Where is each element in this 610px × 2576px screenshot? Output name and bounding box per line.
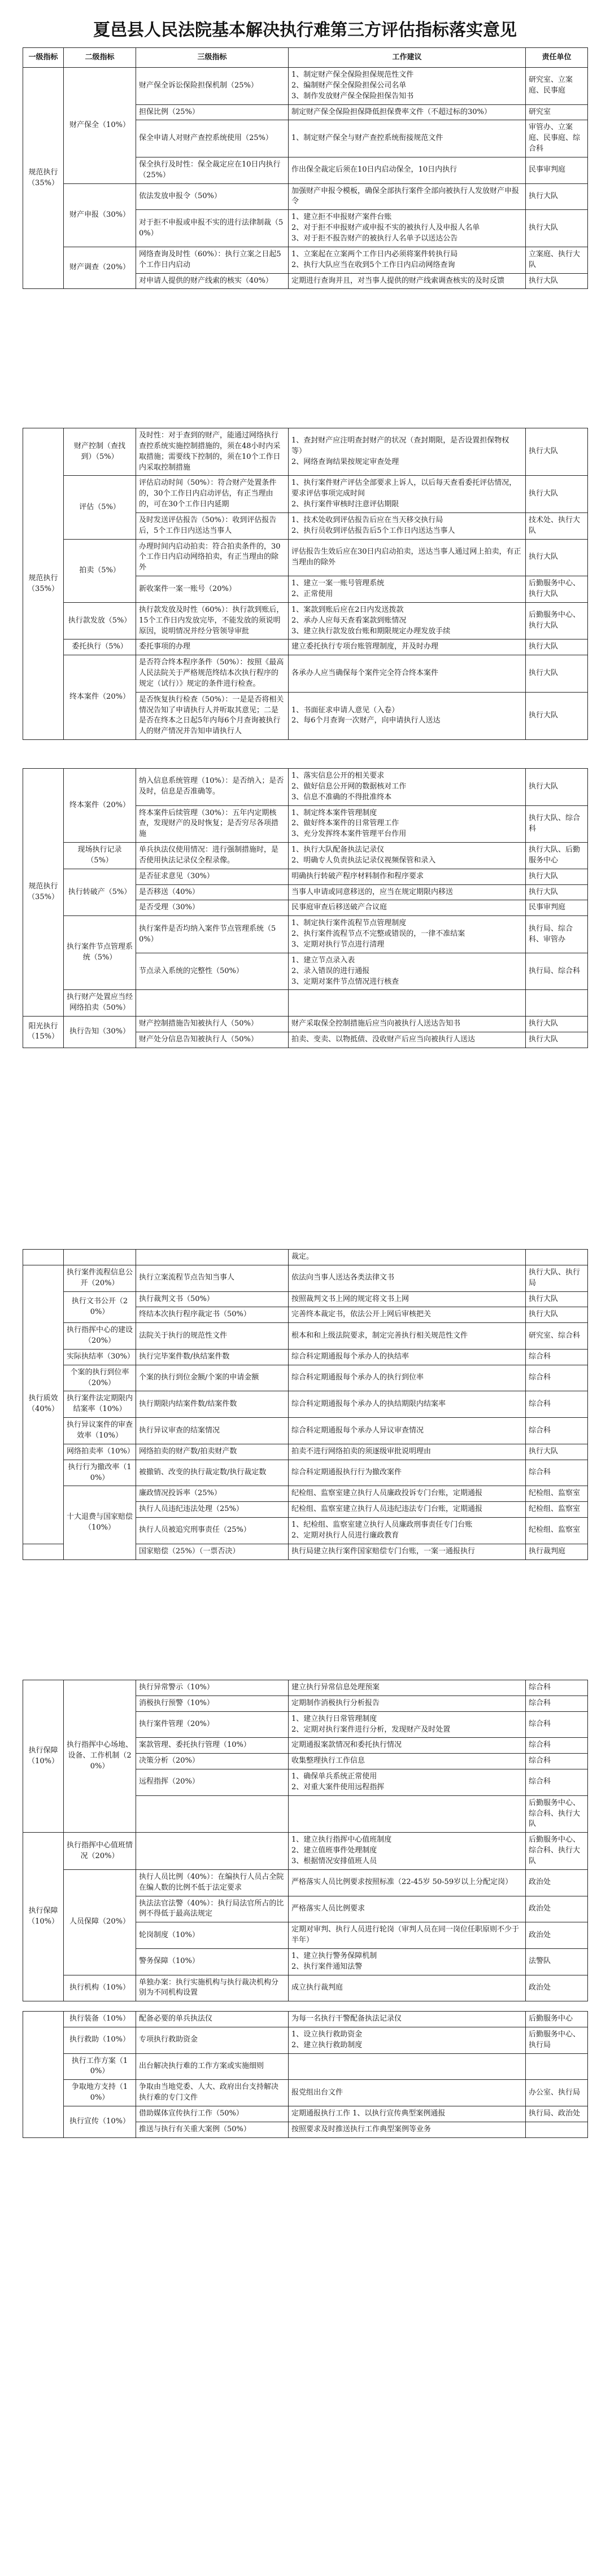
responsible-unit-cell: 综合科 xyxy=(526,1769,588,1796)
level3-indicator-cell: 网络拍卖的财产数/拍卖财产数 xyxy=(136,1444,289,1460)
responsible-unit-cell: 研究室、综合科 xyxy=(526,1323,588,1350)
level3-indicator-cell: 是否受理（30%） xyxy=(136,900,289,916)
table-row xyxy=(23,1833,588,1870)
level2-indicator-cell: 执行告知（30%） xyxy=(64,1017,136,1048)
work-suggestion-cell: 综合科定期通报每个承办人的执行到位率 xyxy=(289,1365,526,1391)
table-row xyxy=(23,602,588,639)
responsible-unit-cell: 执行大队 xyxy=(526,884,588,900)
work-suggestion-cell: 1、制定财产保全与财产查控系统衔接规范文件 xyxy=(289,120,526,157)
level2-indicator-cell: 拍卖（5%） xyxy=(64,539,136,602)
work-suggestion-cell: 1、建立执行警务保障机制 2、执行案件通知法警 xyxy=(289,1948,526,1975)
level3-indicator-cell: 警务保障（10%） xyxy=(136,1948,289,1975)
table-row xyxy=(23,2012,588,2027)
level1-indicator-cell: 执行保障（10%） xyxy=(23,1833,64,2001)
level2-indicator-cell: 实际执结率（30%） xyxy=(64,1349,136,1365)
work-suggestion-cell: 综合科定期通报每个承办人的执结率 xyxy=(289,1349,526,1365)
work-suggestion-cell: 1、建立节点录入表 2、录入错误的进行通报 3、定期对案件节点情况进行核查 xyxy=(289,953,526,990)
work-suggestion-cell: 1、建立执行指挥中心值班制度 2、建立值班事件处理制度 3、根据情况安排值班人员 xyxy=(289,1833,526,1870)
level3-indicator-cell: 远程指挥（20%） xyxy=(136,1769,289,1796)
work-suggestion-cell: 定期进行查询并且，对当事人提供的财产线索调查核实的及时反馈 xyxy=(289,273,526,289)
level2-indicator-cell: 执行转破产（5%） xyxy=(64,869,136,916)
work-suggestion-cell: 1、制定终本案件管理制度 2、做好终本案件的日常管理工作 3、充分发挥终本案件管理平台作用 xyxy=(289,805,526,843)
work-suggestion-cell: 报党组出台文件 xyxy=(289,2080,526,2106)
table-row xyxy=(23,68,588,105)
responsible-unit-cell: 执行大队 xyxy=(526,1017,588,1032)
level1-indicator-cell: 规范执行（35%） xyxy=(23,769,64,1017)
level3-indicator-cell: 办理时间内启动拍卖：符合拍卖条件的，30个工作日内启动网络拍卖，有正当理由的除外 xyxy=(136,539,289,576)
work-suggestion-cell: 1、建立执行日常管理制度 2、定期对执行案件进行分析，发现财产及时处置 xyxy=(289,1711,526,1738)
responsible-unit-cell: 政治处 xyxy=(526,1922,588,1949)
level2-indicator-cell: 委托执行（5%） xyxy=(64,639,136,655)
responsible-unit-cell: 纪检组、监察室 xyxy=(526,1502,588,1518)
level3-indicator-cell: 个案的执行到位金额/个案的申请金额 xyxy=(136,1365,289,1391)
level3-indicator-cell: 及时发送评估报告（50%）：收到评估报告后，5个工作日内送达当事人 xyxy=(136,512,289,539)
work-suggestion-cell: 纪检组、监察室建立执行人员违纪违法专门台账，定期通报 xyxy=(289,1502,526,1518)
level3-indicator-cell: 是否符合终本程序条件（50%）：按照《最高人民法院关于严格规范终结本次执行程序的规定（试行）》规定的条件进行检查。 xyxy=(136,655,289,693)
table-row xyxy=(23,428,588,476)
level2-indicator-cell: 执行救助（10%） xyxy=(64,2027,136,2053)
level1-indicator-cell xyxy=(23,1250,64,1265)
responsible-unit-cell: 执行大队 xyxy=(526,769,588,806)
work-suggestion-cell: 1、书面征求申请人意见（入卷） 2、每6个月查询一次财产，向申请执行人送达 xyxy=(289,692,526,739)
table-row xyxy=(23,1250,588,1265)
level2-indicator-cell: 人员保障（20%） xyxy=(64,1869,136,1975)
level3-indicator-cell: 对于拒不申报或申报不实的进行法律制裁（50%） xyxy=(136,210,289,247)
responsible-unit-cell: 纪检组、监察室 xyxy=(526,1486,588,1502)
level3-indicator-cell: 单独办案：执行实施机构与执行裁决机构分别为不同机构设置 xyxy=(136,1975,289,2001)
level2-indicator-cell: 现场执行记录（5%） xyxy=(64,843,136,869)
responsible-unit-cell: 执行大队 xyxy=(526,1291,588,1307)
level3-indicator-cell: 评估启动时间（50%）：符合财产处置条件的，30个工作日内启动评估，有正当理由的，可在30个工作日内延期 xyxy=(136,476,289,513)
column-header: 一级指标 xyxy=(23,48,64,68)
table-row xyxy=(23,1869,588,1896)
level3-indicator-cell: 专项执行救助资金 xyxy=(136,2027,289,2053)
work-suggestion-cell: 为每一名执行干警配备执法记录仪 xyxy=(289,2012,526,2027)
responsible-unit-cell xyxy=(526,2122,588,2137)
indicator-table-part-3 xyxy=(23,768,588,1048)
table-row xyxy=(23,1017,588,1032)
indicator-table-part-1 xyxy=(23,47,588,289)
responsible-unit-cell: 执行局、综合科 xyxy=(526,953,588,990)
work-suggestion-cell: 1、纪检组、监察室建立执行人员廉政刑事责任专门台账 2、定期对执行人员进行廉政教育 xyxy=(289,1518,526,1544)
level1-indicator-cell: 阳光执行（15%） xyxy=(23,1017,64,1048)
level3-indicator-cell: 执行款发放及时性（60%）：执行款到账后，15个工作日内发放完毕，不能发放的须说明原因，说明情况并经分管领导审批 xyxy=(136,602,289,639)
responsible-unit-cell: 后勤服务中心、综合科、执行大队 xyxy=(526,1795,588,1833)
work-suggestion-cell: 1、制定执行案件流程节点管理制度 2、执行案件流程节点不完整或错误的，一律不准结案 3、定期对执行节点进行清理 xyxy=(289,916,526,953)
level2-indicator-cell: 执行工作方案（10%） xyxy=(64,2053,136,2080)
level2-indicator-cell: 执行异议案件的审查效率（10%） xyxy=(64,1418,136,1444)
level2-indicator-cell: 执行机构（10%） xyxy=(64,1975,136,2001)
table-row xyxy=(23,639,588,655)
responsible-unit-cell: 审管办、立案庭、民事庭、综合科 xyxy=(526,120,588,157)
level3-indicator-cell: 网络查询及时性（60%）：执行立案之日起5个工作日内启动 xyxy=(136,247,289,273)
level3-indicator-cell: 廉政情况投诉率（25%） xyxy=(136,1486,289,1502)
level3-indicator-cell: 是否移送（40%） xyxy=(136,884,289,900)
responsible-unit-cell: 政治处 xyxy=(526,1869,588,1896)
level3-indicator-cell: 及时性：对于查到的财产，能通过网络执行查控系统实施控制措施的，须在48小时内采取措施；需要线下控制的，须在10个工作日内采取控制措施 xyxy=(136,428,289,476)
responsible-unit-cell: 综合科 xyxy=(526,1696,588,1711)
table-row xyxy=(23,1460,588,1486)
level3-indicator-cell: 争取由当地党委、人大、政府出台支持解决执行难的专门文件 xyxy=(136,2080,289,2106)
responsible-unit-cell: 执行大队 xyxy=(526,639,588,655)
responsible-unit-cell: 研究室、立案庭、民事庭 xyxy=(526,68,588,105)
work-suggestion-cell: 当事人申请或同意移送的，应当在规定期限内移送 xyxy=(289,884,526,900)
indicator-table-part-4 xyxy=(23,1249,588,1560)
level1-indicator-cell: 执行保障（10%） xyxy=(23,1680,64,1833)
responsible-unit-cell: 执行局、综合科、审管办 xyxy=(526,916,588,953)
level2-indicator-cell: 执行案件节点管理系统（5%） xyxy=(64,916,136,990)
level2-indicator-cell: 网络拍卖率（10%） xyxy=(64,1444,136,1460)
indicator-table-part-6 xyxy=(23,2011,588,2138)
work-suggestion-cell: 1、建立拒不申报财产案件台账 2、对于拒不申报财产或申报不实的被执行人及申报人名单 3、对于拒不报告财产的被执行人名单予以送达公告 xyxy=(289,210,526,247)
level3-indicator-cell xyxy=(136,990,289,1017)
work-suggestion-cell: 加强财产申报令模板，确保全部执行案件全部向被执行人发放财产申报令 xyxy=(289,183,526,210)
work-suggestion-cell xyxy=(289,1795,526,1833)
work-suggestion-cell: 执行局建立执行案件国家赔偿专门台账，一案一通报执行 xyxy=(289,1544,526,1559)
table-row xyxy=(23,1365,588,1391)
level3-indicator-cell: 国家赔偿（25%）（一票否决） xyxy=(136,1544,289,1559)
work-suggestion-cell: 建立委托执行专项台账管理制度，并及时办理 xyxy=(289,639,526,655)
responsible-unit-cell: 执行大队 xyxy=(526,1307,588,1323)
level3-indicator-cell: 执行立案流程节点告知当事人 xyxy=(136,1265,289,1291)
level3-indicator-cell: 委托事项的办理 xyxy=(136,639,289,655)
responsible-unit-cell: 执行大队 xyxy=(526,869,588,884)
responsible-unit-cell: 执行大队 xyxy=(526,1032,588,1048)
level3-indicator-cell: 是否恢复执行检查（50%）：一是是否将相关情况告知了申请执行人并听取其意见；二是是否在终本之日起5年内每6个月查询被执行人的财产情况并告知申请执行人 xyxy=(136,692,289,739)
responsible-unit-cell: 综合科 xyxy=(526,1754,588,1769)
level3-indicator-cell: 法院关于执行的规范性文件 xyxy=(136,1323,289,1350)
responsible-unit-cell: 执行大队 xyxy=(526,692,588,739)
level2-indicator-cell: 执行财产处置应当经网络拍卖（50%） xyxy=(64,990,136,1017)
table-header-row xyxy=(23,48,588,68)
responsible-unit-cell: 综合科 xyxy=(526,1418,588,1444)
work-suggestion-cell: 1、立案起在立案两个工作日内必须将案件转执行局 2、执行大队应当在收到5个工作日内启动网络查询 xyxy=(289,247,526,273)
level2-indicator-cell: 争取地方支持（10%） xyxy=(64,2080,136,2106)
work-suggestion-cell: 1、执行案件财产评估全部要求上诉人，以后每天查看委托评估情况，要求评估事项完成时间 2、执行案件审核时注意评估期限 xyxy=(289,476,526,513)
level2-indicator-cell: 执行行为撤改率（10%） xyxy=(64,1460,136,1486)
work-suggestion-cell: 定期通报案款情况和委托执行情况 xyxy=(289,1738,526,1754)
responsible-unit-cell: 执行大队、综合科 xyxy=(526,805,588,843)
level3-indicator-cell: 执行人员比例（40%）：在编执行人员占全院在编人数的比例不低于法定要求 xyxy=(136,1869,289,1896)
work-suggestion-cell: 综合科定期通报每个承办人异议审查情况 xyxy=(289,1418,526,1444)
work-suggestion-cell: 民事庭审查后移送破产合议庭 xyxy=(289,900,526,916)
work-suggestion-cell: 纪检组、监察室建立执行人员廉政投诉专门台账，定期通报 xyxy=(289,1486,526,1502)
page-title: 夏邑县人民法院基本解决执行难第三方评估指标落实意见 xyxy=(93,20,517,40)
level3-indicator-cell: 财产处分信息告知被执行人（50%） xyxy=(136,1032,289,1048)
work-suggestion-cell xyxy=(289,990,526,1017)
level2-indicator-cell: 财产控制（查找到）（5%） xyxy=(64,428,136,476)
responsible-unit-cell: 执行大队 xyxy=(526,183,588,210)
responsible-unit-cell: 民事审判庭 xyxy=(526,157,588,183)
responsible-unit-cell: 法警队 xyxy=(526,1948,588,1975)
table-row xyxy=(23,1349,588,1365)
level3-indicator-cell: 单兵执法仪使用情况：进行强制措施时，是否使用执法记录仪全程录像。 xyxy=(136,843,289,869)
column-header: 三级指标 xyxy=(136,48,289,68)
level1-indicator-cell: 规范执行（35%） xyxy=(23,428,64,740)
level3-indicator-cell: 轮岗制度（10%） xyxy=(136,1922,289,1949)
work-suggestion-cell: 1、技术处收到评估报告后应在当天移交执行局 2、执行员收到评估报告后5个工作日内送达当事人 xyxy=(289,512,526,539)
level3-indicator-cell: 决策分析（20%） xyxy=(136,1754,289,1769)
level1-indicator-cell xyxy=(23,1544,64,1559)
responsible-unit-cell: 后勤服务中心、执行大队 xyxy=(526,602,588,639)
responsible-unit-cell xyxy=(526,990,588,1017)
level2-indicator-cell: 评估（5%） xyxy=(64,476,136,539)
work-suggestion-cell: 综合科定期通报执行行为撤改案件 xyxy=(289,1460,526,1486)
responsible-unit-cell: 综合科 xyxy=(526,1391,588,1418)
level3-indicator-cell: 配备必要的单兵执法仪 xyxy=(136,2012,289,2027)
responsible-unit-cell: 执行大队、执行局 xyxy=(526,1265,588,1291)
work-suggestion-cell: 裁定。 xyxy=(289,1250,526,1265)
work-suggestion-cell: 1、设立执行救助资金 2、建立执行救助制度 xyxy=(289,2027,526,2053)
work-suggestion-cell: 严格落实人员比例要求 xyxy=(289,1896,526,1922)
level3-indicator-cell: 纳入信息系统管理（10%）：是否纳入；是否及时，信息是否准确等。 xyxy=(136,769,289,806)
responsible-unit-cell: 后勤服务中心、执行大队 xyxy=(526,576,588,603)
level3-indicator-cell: 案款管理、委托执行管理（10%） xyxy=(136,1738,289,1754)
table-row xyxy=(23,843,588,869)
work-suggestion-cell: 拍卖、变卖、以物抵债、没收财产后应当向被执行人送达 xyxy=(289,1032,526,1048)
table-row xyxy=(23,183,588,210)
level2-indicator-cell: 财产调查（20%） xyxy=(64,247,136,289)
indicator-table-part-5 xyxy=(23,1680,588,2001)
column-header: 责任单位 xyxy=(526,48,588,68)
level2-indicator-cell: 个案的执行到位率（20%） xyxy=(64,1365,136,1391)
work-suggestion-cell: 定期制作消极执行分析报告 xyxy=(289,1696,526,1711)
table-row xyxy=(23,2053,588,2080)
column-header: 工作建议 xyxy=(289,48,526,68)
responsible-unit-cell: 综合科 xyxy=(526,1349,588,1365)
responsible-unit-cell: 执行裁判庭 xyxy=(526,1544,588,1559)
level2-indicator-cell: 财产保全（10%） xyxy=(64,68,136,184)
table-row xyxy=(23,1291,588,1307)
responsible-unit-cell: 执行大队 xyxy=(526,539,588,576)
level3-indicator-cell: 消极执行预警（10%） xyxy=(136,1696,289,1711)
level3-indicator-cell: 执行完毕案件数/执结案件数 xyxy=(136,1349,289,1365)
work-suggestion-cell: 制定财产保全保险担保降低担保费率文件（不超过标的30%） xyxy=(289,104,526,120)
level2-indicator-cell: 执行案件流程信息公开（20%） xyxy=(64,1265,136,1291)
responsible-unit-cell: 后勤服务中心、综合科、执行大队 xyxy=(526,1833,588,1870)
level2-indicator-cell: 终本案件（20%） xyxy=(64,655,136,740)
work-suggestion-cell: 1、案款到账后应在2日内发送拨款 2、承办人应每天查看案款到账情况 3、建立执行款发放台账和期限规定办理发放手续 xyxy=(289,602,526,639)
level3-indicator-cell: 依法发放申报令（50%） xyxy=(136,183,289,210)
level3-indicator-cell: 担保比例（25%） xyxy=(136,104,289,120)
indicator-table-part-2 xyxy=(23,428,588,740)
level3-indicator-cell: 执行异常警示（10%） xyxy=(136,1680,289,1696)
responsible-unit-cell: 办公室、执行局 xyxy=(526,2080,588,2106)
level2-indicator-cell: 十大退费与国家赔偿（10%） xyxy=(64,1486,136,1559)
table-row xyxy=(23,916,588,953)
table-row xyxy=(23,990,588,1017)
table-row xyxy=(23,539,588,576)
responsible-unit-cell: 执行大队 xyxy=(526,655,588,693)
level2-indicator-cell: 执行案件法定期限内结案率（10%） xyxy=(64,1391,136,1418)
level2-indicator-cell: 执行宣传（10%） xyxy=(64,2106,136,2137)
responsible-unit-cell: 立案庭、执行大队 xyxy=(526,247,588,273)
work-suggestion-cell: 1、落实信息公开的相关要求 2、做好信息公开网的数据核对工作 3、信息不准确的不得批准终本 xyxy=(289,769,526,806)
responsible-unit-cell: 民事审判庭 xyxy=(526,900,588,916)
work-suggestion-cell: 按照裁判文书上网的规定将文书上网 xyxy=(289,1291,526,1307)
table-row xyxy=(23,869,588,884)
work-suggestion-cell: 1、建立一案一账号管理系统 2、正常使用 xyxy=(289,576,526,603)
responsible-unit-cell: 研究室 xyxy=(526,104,588,120)
work-suggestion-cell: 1、确保单兵系统正常使用 2、对重大案件使用远程指挥 xyxy=(289,1769,526,1796)
responsible-unit-cell: 综合科 xyxy=(526,1460,588,1486)
work-suggestion-cell: 按照要求及时推送执行工作典型案例等业务 xyxy=(289,2122,526,2137)
level3-indicator-cell: 执法法官法警（40%）：执行局法官所占的比例不得低于最高法规定 xyxy=(136,1896,289,1922)
level3-indicator-cell: 出台解决执行难的工作方案或实施细则 xyxy=(136,2053,289,2080)
level3-indicator-cell: 被撤销、改变的执行裁定数/执行裁定数 xyxy=(136,1460,289,1486)
table-row xyxy=(23,1975,588,2001)
table-row xyxy=(23,1323,588,1350)
work-suggestion-cell: 评估报告生效后应在30日内启动拍卖，送达当事人通过网上拍卖，有正当理由的除外 xyxy=(289,539,526,576)
table-row xyxy=(23,769,588,806)
level3-indicator-cell: 终本案件后续管理（30%）：五年内定期核查，发现财产的及时恢复；是否穷尽各项措施 xyxy=(136,805,289,843)
table-row xyxy=(23,1265,588,1291)
level2-indicator-cell: 执行文书公开（20%） xyxy=(64,1291,136,1323)
work-suggestion-cell xyxy=(289,2053,526,2080)
level3-indicator-cell xyxy=(136,1833,289,1870)
level3-indicator-cell: 是否征求意见（30%） xyxy=(136,869,289,884)
work-suggestion-cell: 明确执行转破产程序材料制作和程序要求 xyxy=(289,869,526,884)
level3-indicator-cell: 执行人员被追究刑事责任（25%） xyxy=(136,1518,289,1544)
work-suggestion-cell: 财产采取保全控制措施后应当向被执行人送达告知书 xyxy=(289,1017,526,1032)
level3-indicator-cell: 新收案件一案一账号（20%） xyxy=(136,576,289,603)
work-suggestion-cell: 拍卖不进行网络拍卖的须逐级审批说明理由 xyxy=(289,1444,526,1460)
work-suggestion-cell: 1、制定财产保全保险担保规范性文件 2、编制财产保全保险担保公司名单 3、制作发放财产保全保险担保告知书 xyxy=(289,68,526,105)
work-suggestion-cell: 综合科定期通报每个承办人的执结期限内结案率 xyxy=(289,1391,526,1418)
table-row xyxy=(23,1444,588,1460)
level3-indicator-cell: 执行案件是否均纳入案件节点管理系统（50%） xyxy=(136,916,289,953)
level3-indicator-cell xyxy=(136,1795,289,1833)
level3-indicator-cell: 执行期限内结案件数/结案件数 xyxy=(136,1391,289,1418)
responsible-unit-cell: 执行大队、后勤服务中心 xyxy=(526,843,588,869)
level2-indicator-cell: 财产申报（30%） xyxy=(64,183,136,247)
level3-indicator-cell: 财产控制措施告知被执行人（50%） xyxy=(136,1017,289,1032)
work-suggestion-cell: 各承办人应当确保每个案件完全符合终本案件 xyxy=(289,655,526,693)
work-suggestion-cell: 依法向当事人送达各类法律文书 xyxy=(289,1265,526,1291)
responsible-unit-cell: 技术处、执行大队 xyxy=(526,512,588,539)
table-row xyxy=(23,2080,588,2106)
level2-indicator-cell xyxy=(64,1250,136,1265)
level3-indicator-cell: 终结本次执行程序裁定书（50%） xyxy=(136,1307,289,1323)
responsible-unit-cell: 执行大队 xyxy=(526,1444,588,1460)
responsible-unit-cell: 政治处 xyxy=(526,1975,588,2001)
responsible-unit-cell: 后勤服务中心、执行局 xyxy=(526,2027,588,2053)
column-header: 二级指标 xyxy=(64,48,136,68)
work-suggestion-cell: 收集整理执行工作信息 xyxy=(289,1754,526,1769)
work-suggestion-cell: 根本和和上级法院要求，制定完善执行相关规范性文件 xyxy=(289,1323,526,1350)
level1-indicator-cell: 规范执行（35%） xyxy=(23,68,64,289)
responsible-unit-cell: 综合科 xyxy=(526,1738,588,1754)
work-suggestion-cell: 1、查封财产应注明查封财产的状况（查封期限，是否设置担保物权等） 2、网络查询结果按规定审查处理 xyxy=(289,428,526,476)
level2-indicator-cell: 终本案件（20%） xyxy=(64,769,136,843)
level3-indicator-cell: 借助媒体宣传执行工作（50%） xyxy=(136,2106,289,2122)
responsible-unit-cell: 综合科 xyxy=(526,1680,588,1696)
table-row xyxy=(23,2106,588,2122)
table-row xyxy=(23,655,588,693)
level3-indicator-cell: 财产保全诉讼保险担保机制（25%） xyxy=(136,68,289,105)
responsible-unit-cell: 后勤服务中心 xyxy=(526,2012,588,2027)
level1-indicator-cell: 执行质效（40%） xyxy=(23,1265,64,1544)
level2-indicator-cell: 执行指挥中心场地、设备、工作机制（20%） xyxy=(64,1680,136,1833)
level3-indicator-cell: 推送与执行有关重大案例（50%） xyxy=(136,2122,289,2137)
level1-indicator-cell xyxy=(23,2012,64,2138)
work-suggestion-cell: 成立执行裁判庭 xyxy=(289,1975,526,2001)
responsible-unit-cell: 执行大队 xyxy=(526,428,588,476)
level3-indicator-cell: 执行裁判文书（50%） xyxy=(136,1291,289,1307)
responsible-unit-cell: 执行大队 xyxy=(526,210,588,247)
work-suggestion-cell: 1、执行大队配备执法记录仪 2、明确专人负责执法记录仪视频保管和录入 xyxy=(289,843,526,869)
level3-indicator-cell: 节点录入系统的完整性（50%） xyxy=(136,953,289,990)
level3-indicator-cell xyxy=(136,1250,289,1265)
responsible-unit-cell xyxy=(526,2053,588,2080)
table-row xyxy=(23,1680,588,1696)
responsible-unit-cell xyxy=(526,1250,588,1265)
responsible-unit-cell: 综合科 xyxy=(526,1365,588,1391)
responsible-unit-cell: 执行大队 xyxy=(526,476,588,513)
level2-indicator-cell: 执行装备（10%） xyxy=(64,2012,136,2027)
table-row xyxy=(23,1391,588,1418)
responsible-unit-cell: 纪检组、监察室 xyxy=(526,1518,588,1544)
table-row xyxy=(23,476,588,513)
level3-indicator-cell: 保全执行及时性：保全裁定应在10日内执行（25%） xyxy=(136,157,289,183)
level3-indicator-cell: 执行异议审查的结案情况 xyxy=(136,1418,289,1444)
work-suggestion-cell: 定期通报执行工作 1、以执行宣传典型案例通报 xyxy=(289,2106,526,2122)
work-suggestion-cell: 作出保全裁定后须在10日内启动保全，10日内执行 xyxy=(289,157,526,183)
table-row xyxy=(23,1418,588,1444)
level2-indicator-cell: 执行指挥中心的建设（20%） xyxy=(64,1323,136,1350)
responsible-unit-cell: 综合科 xyxy=(526,1711,588,1738)
responsible-unit-cell: 执行大队 xyxy=(526,273,588,289)
level3-indicator-cell: 保全申请人对财产查控系统使用（25%） xyxy=(136,120,289,157)
responsible-unit-cell: 执行局、政治处 xyxy=(526,2106,588,2122)
level3-indicator-cell: 执行人员违纪违法处理（25%） xyxy=(136,1502,289,1518)
table-row xyxy=(23,1486,588,1502)
level2-indicator-cell: 执行指挥中心值班情况（20%） xyxy=(64,1833,136,1870)
responsible-unit-cell: 政治处 xyxy=(526,1896,588,1922)
level2-indicator-cell: 执行款发放（5%） xyxy=(64,602,136,639)
table-row xyxy=(23,247,588,273)
work-suggestion-cell: 建立执行异常信息处理预案 xyxy=(289,1680,526,1696)
work-suggestion-cell: 严格落实人员比例要求按照标准（22-45岁 50-59岁以上分配定岗） xyxy=(289,1869,526,1896)
table-row xyxy=(23,2027,588,2053)
work-suggestion-cell: 完善终本裁定书，依法公开上网后审核把关 xyxy=(289,1307,526,1323)
work-suggestion-cell: 定期对审判、执行人员进行轮岗（审判人员在同一岗位任职原则不少于半年） xyxy=(289,1922,526,1949)
level3-indicator-cell: 执行案件管理（20%） xyxy=(136,1711,289,1738)
level3-indicator-cell: 对申请人提供的财产线索的核实（40%） xyxy=(136,273,289,289)
